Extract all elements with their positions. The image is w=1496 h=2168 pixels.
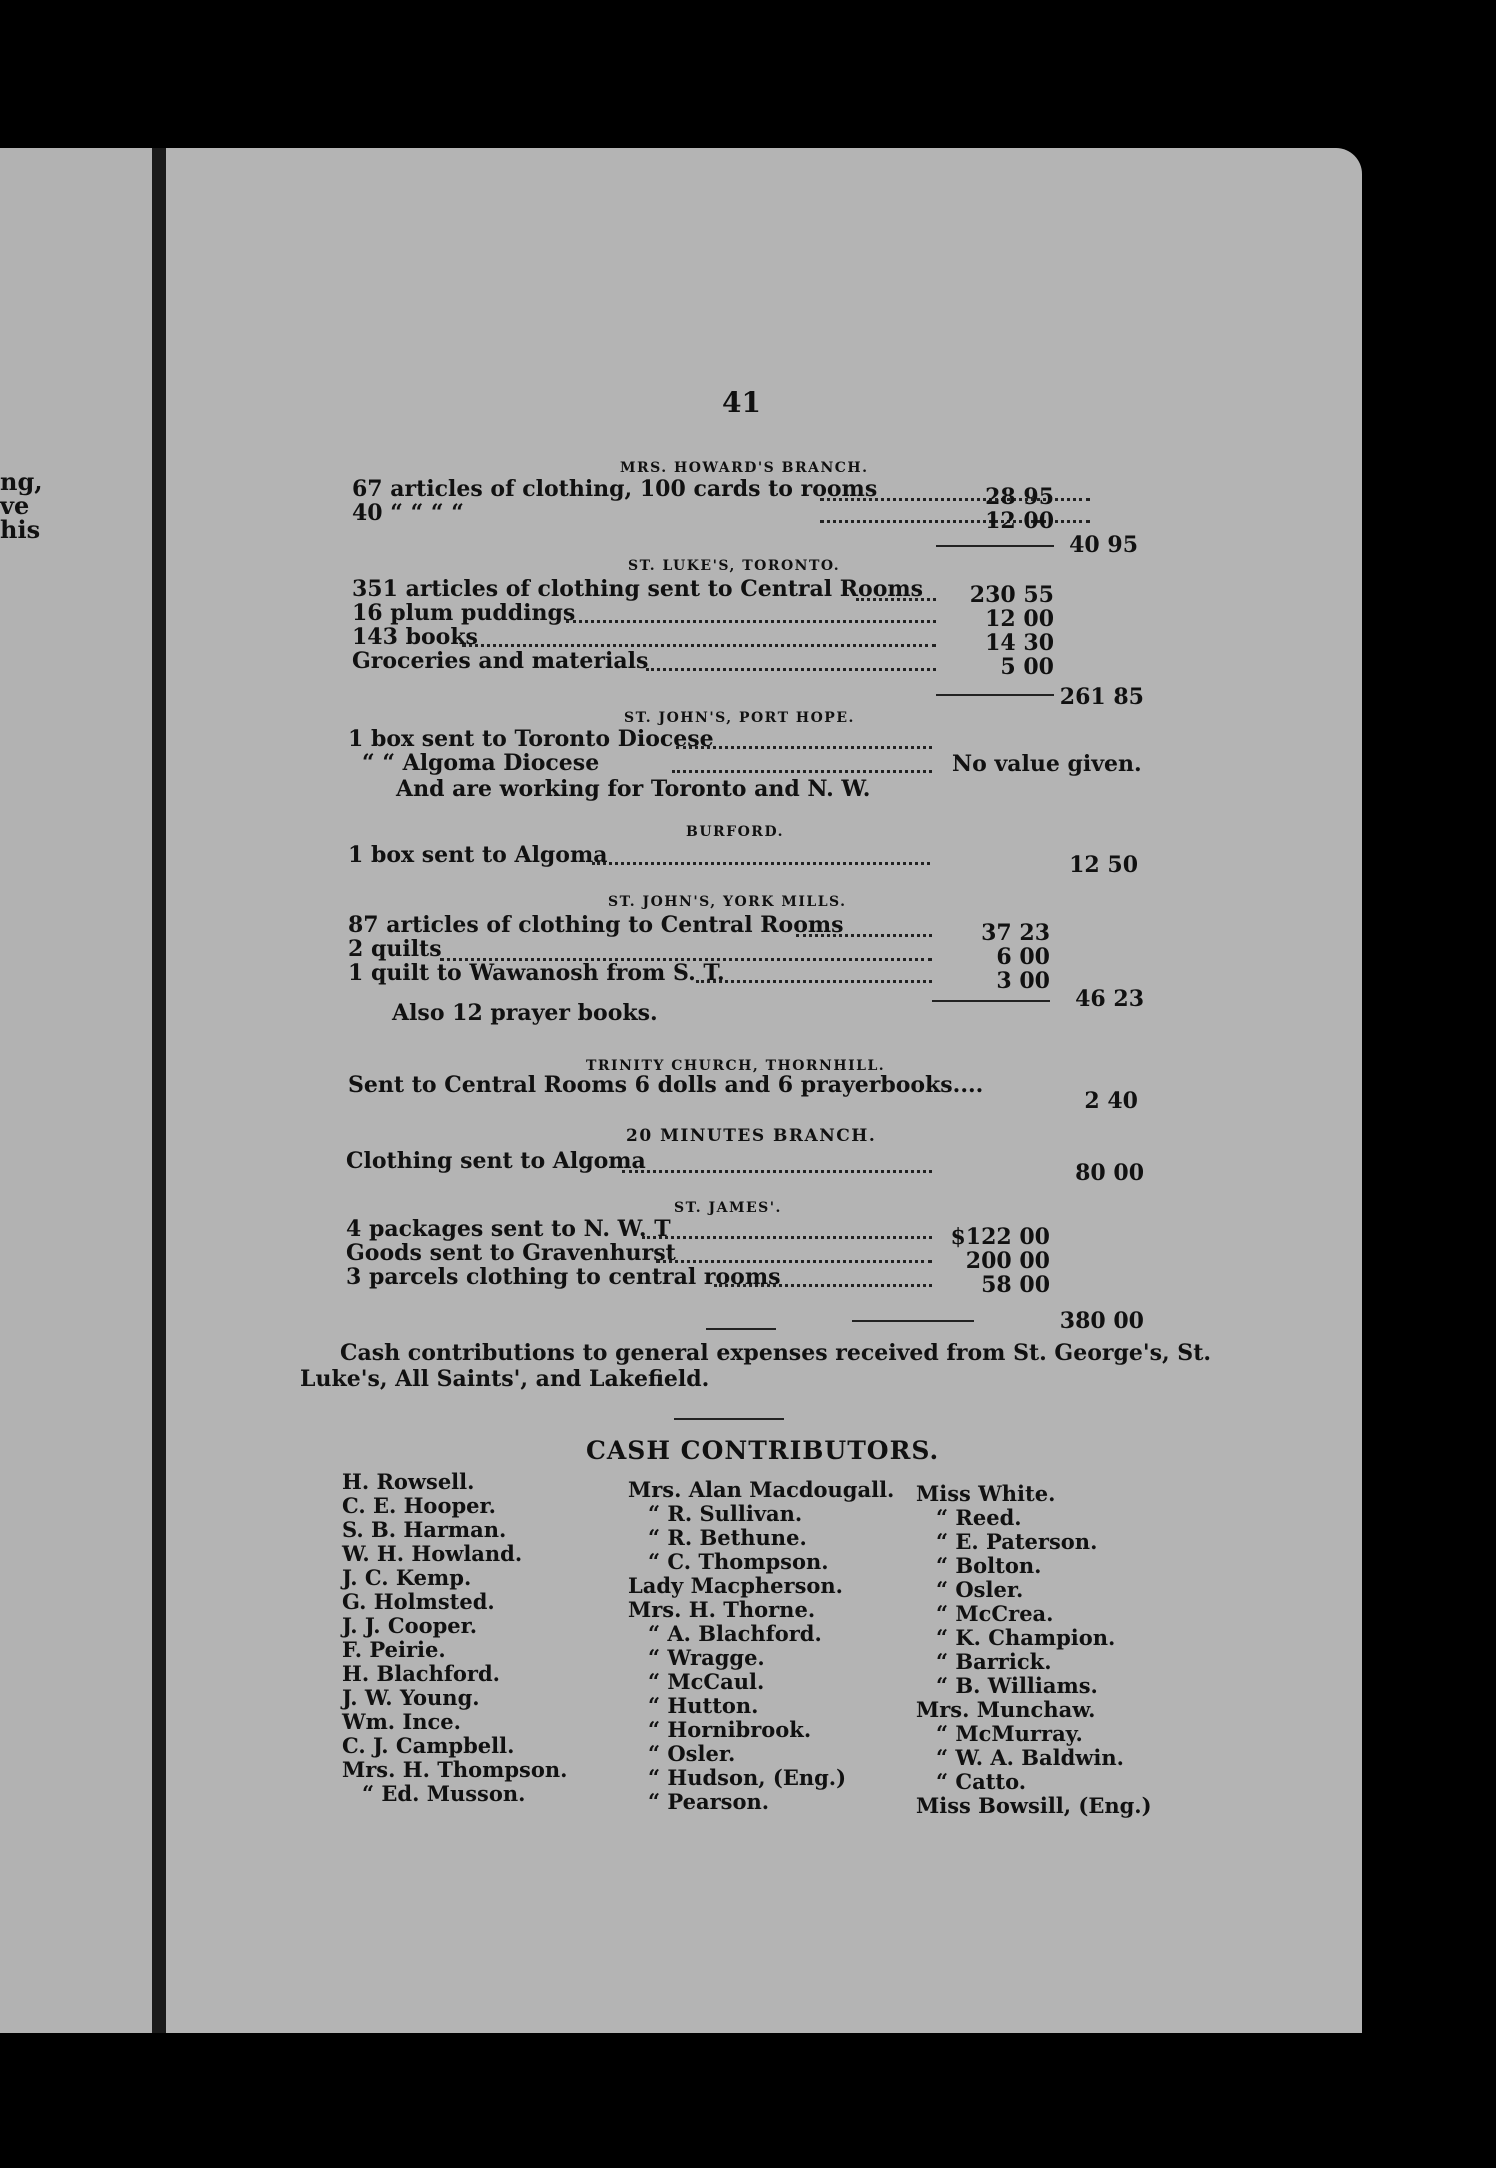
entry-amount: 5 00 (1000, 654, 1054, 680)
contributor-name: Mrs. H. Thorne. (628, 1597, 816, 1622)
facing-page-edge (0, 148, 152, 2033)
contributor-name: J. W. Young. (342, 1685, 480, 1710)
section-heading: MRS. HOWARD'S BRANCH. (620, 460, 869, 476)
entry-text: 351 articles of clothing sent to Central Rooms (352, 576, 924, 602)
entry-amount: 200 00 (965, 1248, 1050, 1274)
dot-leader (796, 934, 932, 937)
contributor-name: “ R. Sullivan. (648, 1501, 803, 1526)
contributor-name: “ Osler. (648, 1741, 736, 1766)
section-heading: ST. JAMES'. (674, 1200, 782, 1216)
contributor-name: Wm. Ince. (342, 1709, 461, 1734)
contributor-name: J. J. Cooper. (342, 1613, 478, 1638)
contributor-name: “ Reed. (936, 1505, 1022, 1530)
contributors-column-1 (342, 1470, 567, 1806)
section-heading: 20 MINUTES BRANCH. (626, 1126, 877, 1146)
section-heading: ST. JOHN'S, YORK MILLS. (608, 894, 847, 910)
entry-text: 67 articles of clothing, 100 cards to rooms (352, 476, 878, 502)
section-total: 46 23 (1075, 986, 1144, 1012)
contributor-name: W. H. Howland. (342, 1541, 523, 1566)
contributor-name: “ R. Bethune. (648, 1525, 807, 1550)
entry-text: “ “ Algoma Diocese (362, 750, 600, 776)
dot-leader (566, 620, 936, 623)
section-heading: BURFORD. (686, 824, 784, 840)
contributor-name: “ C. Thompson. (648, 1549, 829, 1574)
entry-text: 40 “ “ “ “ (352, 500, 464, 526)
entry-text: 2 quilts (348, 936, 442, 962)
contributor-name: C. J. Campbell. (342, 1733, 515, 1758)
no-value-note: No value given. (952, 751, 1142, 777)
contributor-name: “ E. Paterson. (936, 1529, 1098, 1554)
contributor-name: “ Hornibrook. (648, 1717, 812, 1742)
contributor-name: “ Wragge. (648, 1645, 765, 1670)
entry-amount: 3 00 (996, 968, 1050, 994)
contributor-name: “ Bolton. (936, 1553, 1042, 1578)
section-total: 2 40 (1084, 1088, 1138, 1114)
entry-note: Also 12 prayer books. (392, 1000, 658, 1026)
entry-amount: $122 00 (950, 1224, 1050, 1250)
entry-text: Clothing sent to Algoma (346, 1148, 646, 1174)
contributor-name: “ Hudson, (Eng.) (648, 1765, 847, 1790)
page (166, 148, 1362, 2033)
contributor-name: “ Osler. (936, 1577, 1024, 1602)
entry-amount: 6 00 (996, 944, 1050, 970)
sum-rule (706, 1328, 776, 1330)
entry-text: Sent to Central Rooms 6 dolls and 6 prayerbooks.... (348, 1072, 984, 1098)
dot-leader (676, 746, 932, 749)
contributor-name: “ Catto. (936, 1769, 1027, 1794)
contributor-name: “ A. Blachford. (648, 1621, 822, 1646)
contributor-name: “ Hutton. (648, 1693, 759, 1718)
section-total: 12 50 (1069, 852, 1138, 878)
section-total: 40 95 (1069, 532, 1138, 558)
contributor-name: “ W. A. Baldwin. (936, 1745, 1124, 1770)
dot-leader (696, 980, 932, 983)
entry-amount: 12 00 (985, 606, 1054, 632)
entry-amount: 230 55 (969, 582, 1054, 608)
section-heading: ST. JOHN'S, PORT HOPE. (624, 710, 855, 726)
section-heading: ST. LUKE'S, TORONTO. (628, 558, 841, 574)
entry-text: 1 box sent to Toronto Diocese (348, 726, 714, 752)
facing-page-fragment: his (0, 515, 41, 544)
entry-text: Groceries and materials (352, 648, 649, 674)
entry-amount: 37 23 (981, 920, 1050, 946)
section-total: 261 85 (1059, 684, 1144, 710)
cash-note-line: Luke's, All Saints', and Lakefield. (300, 1366, 710, 1392)
contributor-name: F. Peirie. (342, 1637, 446, 1662)
contributor-name: Mrs. H. Thompson. (342, 1757, 568, 1782)
contributor-name: “ Ed. Musson. (362, 1781, 526, 1806)
entry-amount: 58 00 (981, 1272, 1050, 1298)
contributor-name: “ Barrick. (936, 1649, 1052, 1674)
entry-text: Goods sent to Gravenhurst (346, 1240, 676, 1266)
contributors-column-2 (628, 1478, 894, 1814)
dot-leader (462, 644, 936, 647)
contributor-name: J. C. Kemp. (342, 1565, 472, 1590)
dot-leader (646, 668, 936, 671)
sum-rule (852, 1320, 974, 1322)
contributor-name: C. E. Hooper. (342, 1493, 496, 1518)
section-divider (674, 1418, 784, 1420)
entry-amount: 28 95 (985, 484, 1054, 510)
contributor-name: Mrs. Munchaw. (916, 1697, 1096, 1722)
contributor-name: Mrs. Alan Macdougall. (628, 1477, 895, 1502)
dot-leader (672, 770, 932, 773)
contributor-name: Lady Macpherson. (628, 1573, 843, 1598)
contributor-name: Miss Bowsill, (Eng.) (916, 1793, 1152, 1818)
contributor-name: G. Holmsted. (342, 1589, 495, 1614)
contributors-title: CASH CONTRIBUTORS. (586, 1436, 940, 1465)
entry-text: 3 parcels clothing to central rooms (346, 1264, 781, 1290)
dot-leader (592, 862, 930, 865)
entry-text: And are working for Toronto and N. W. (396, 776, 871, 802)
entry-text: 16 plum puddings (352, 600, 576, 626)
section-heading: TRINITY CHURCH, THORNHILL. (586, 1058, 886, 1074)
dot-leader (656, 1260, 932, 1263)
sum-rule (936, 545, 1054, 547)
contributor-name: “ McCaul. (648, 1669, 765, 1694)
facing-page-fragment: ng, (0, 467, 43, 496)
entry-amount: 12 00 (985, 508, 1054, 534)
contributor-name: S. B. Harman. (342, 1517, 507, 1542)
contributor-name: H. Blachford. (342, 1661, 500, 1686)
contributor-name: “ B. Williams. (936, 1673, 1098, 1698)
contributor-name: “ McMurray. (936, 1721, 1083, 1746)
facing-page-fragment: ve (0, 491, 30, 520)
dot-leader (642, 1236, 932, 1239)
entry-amount: 14 30 (985, 630, 1054, 656)
contributor-name: Miss White. (916, 1481, 1056, 1506)
cash-note-line: Cash contributions to general expenses received from St. George's, St. (340, 1340, 1212, 1366)
contributors-column-3 (916, 1482, 1152, 1818)
dot-leader (714, 1284, 932, 1287)
contributor-name: “ Pearson. (648, 1789, 770, 1814)
entry-text: 1 quilt to Wawanosh from S. T. (348, 960, 725, 986)
entry-text: 4 packages sent to N. W. T (346, 1216, 671, 1242)
entry-text: 143 books (352, 624, 478, 650)
dot-leader (856, 598, 936, 601)
entry-text: 1 box sent to Algoma (348, 842, 608, 868)
contributor-name: H. Rowsell. (342, 1469, 475, 1494)
section-total: 380 00 (1059, 1308, 1144, 1334)
section-total: 80 00 (1075, 1160, 1144, 1186)
contributor-name: “ K. Champion. (936, 1625, 1116, 1650)
dot-leader (622, 1170, 932, 1173)
contributor-name: “ McCrea. (936, 1601, 1054, 1626)
book-gutter (152, 148, 166, 2033)
page-number: 41 (722, 386, 761, 419)
entry-text: 87 articles of clothing to Central Rooms (348, 912, 844, 938)
